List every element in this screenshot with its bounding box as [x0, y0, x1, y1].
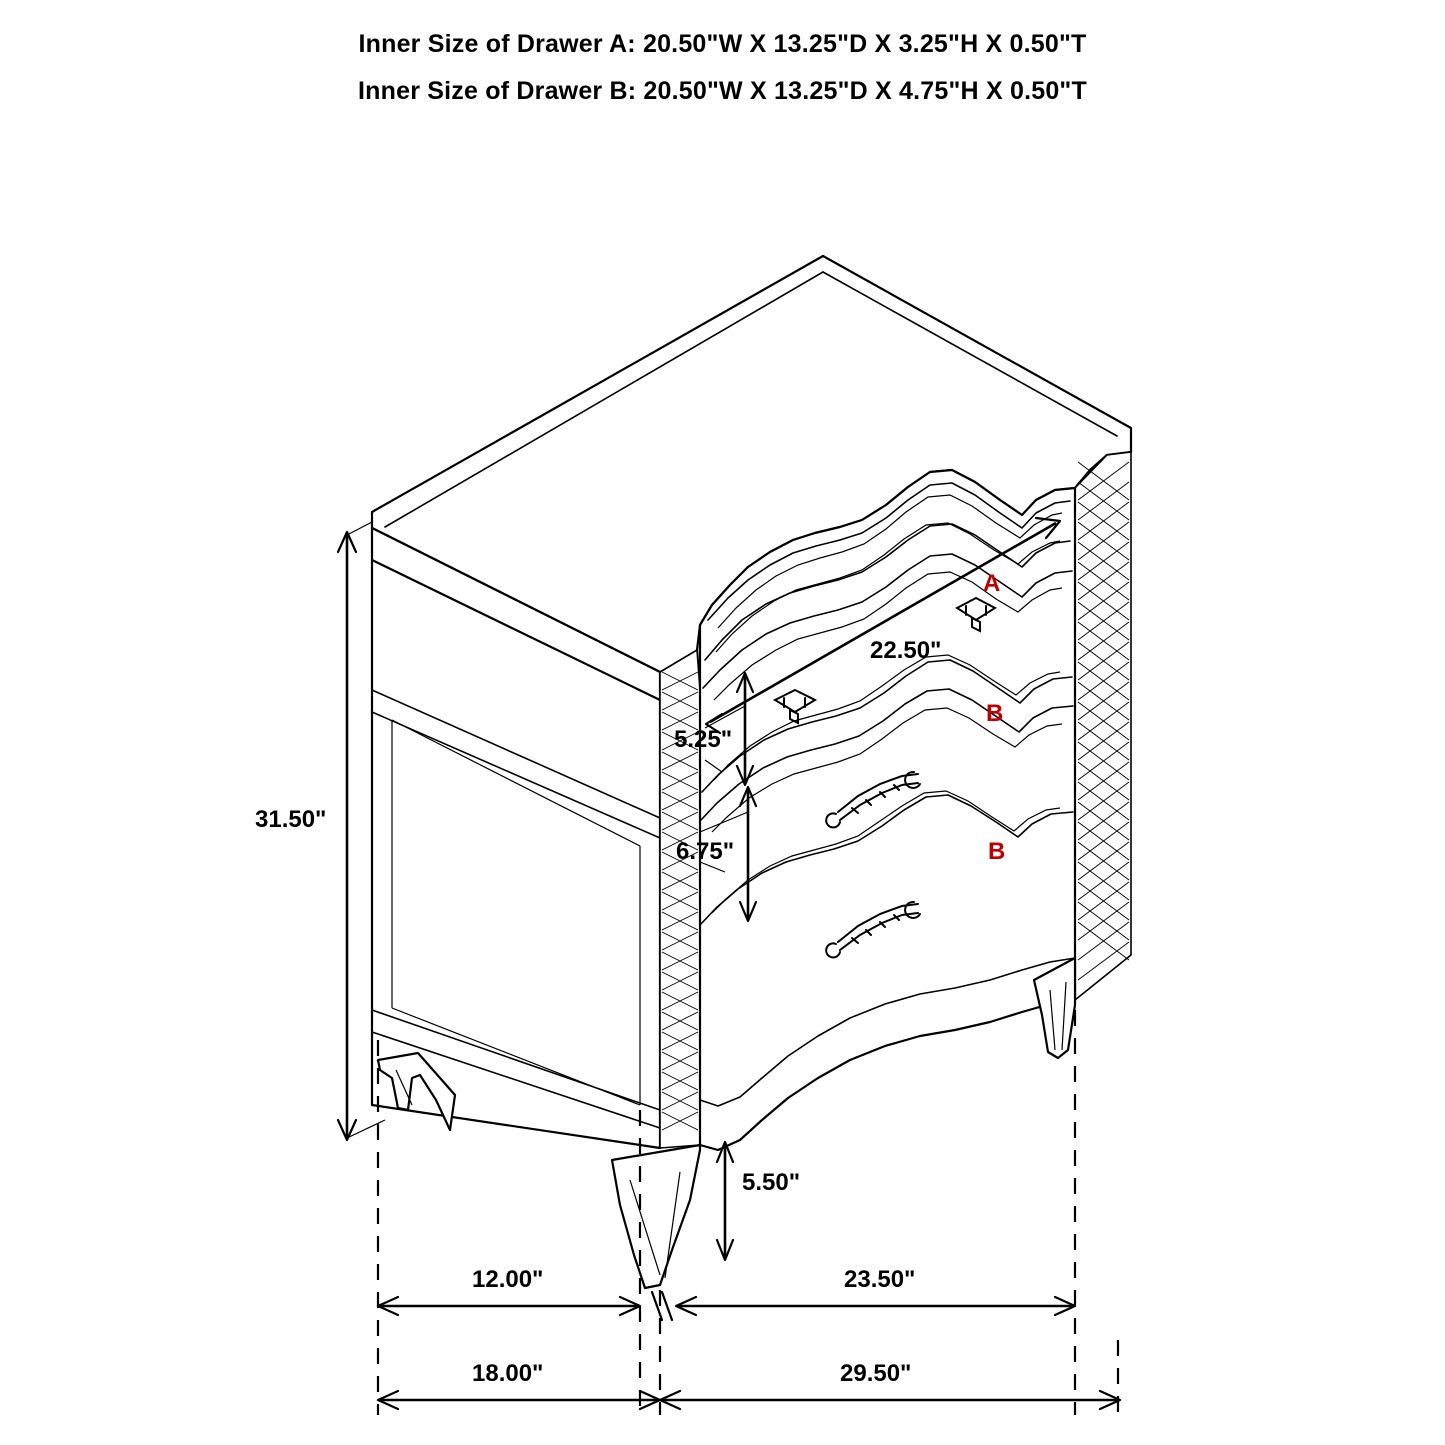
dim-drawer-b-height: 6.75"	[676, 838, 735, 865]
right-corner-mesh-column	[1075, 452, 1131, 1000]
left-corner-mesh-column	[660, 650, 700, 1148]
drawer-label-b-middle: B	[986, 700, 1004, 727]
dim-side-depth-outer: 18.00"	[472, 1360, 544, 1387]
header-line-drawer-a: Inner Size of Drawer A: 20.50"W X 13.25"D X 3.25"H X 0.50"T	[358, 30, 1087, 58]
dim-leg-height: 5.50"	[742, 1169, 801, 1196]
drawer-label-a: A	[983, 570, 1001, 597]
dim-drawer-a-width: 22.50"	[870, 637, 942, 664]
dim-front-width-outer: 29.50"	[840, 1360, 912, 1387]
dim-overall-height: 31.50"	[255, 806, 327, 833]
header-line-drawer-b: Inner Size of Drawer B: 20.50"W X 13.25"D X 4.75"H X 0.50"T	[358, 77, 1087, 105]
dim-front-width-inner: 23.50"	[844, 1266, 916, 1293]
dim-side-depth-inner: 12.00"	[472, 1266, 544, 1293]
drawer-front-assembly	[700, 470, 1075, 1150]
drawer-label-b-bottom: B	[988, 838, 1006, 865]
dim-drawer-a-height: 5.25"	[674, 726, 733, 753]
